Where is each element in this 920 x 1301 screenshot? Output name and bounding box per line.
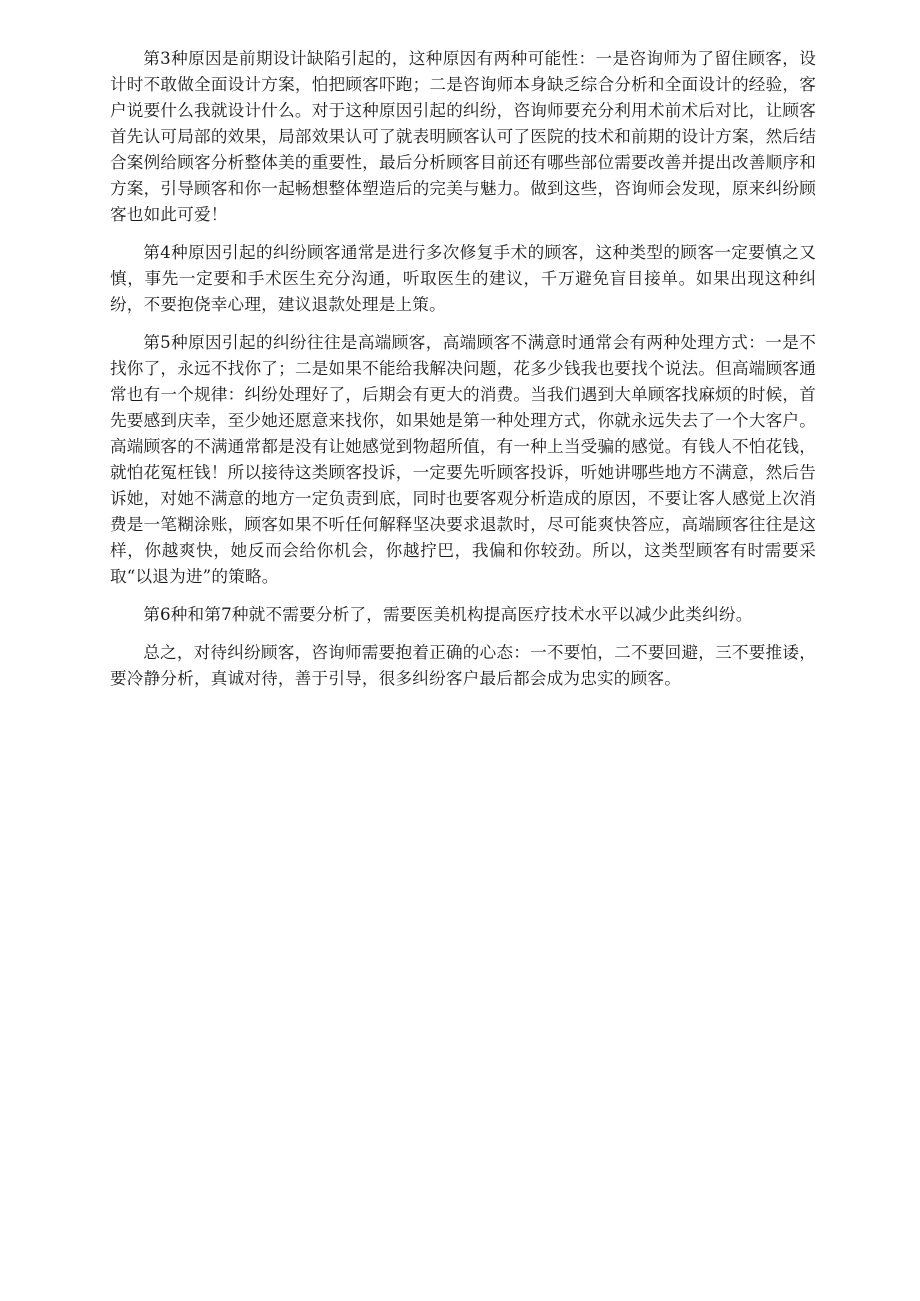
paragraph-cause-3: 第3种原因是前期设计缺陷引起的，这种原因有两种可能性：一是咨询师为了留住顾客，设计时不敢做全面设计方案，怕把顾客吓跑；二是咨询师本身缺乏综合分析和全面设计的经验，客户说要什么我就设计什么。对于这种原因引起的纠纷，咨询师要充分利用术前术后对比，让顾客首先认可局部的效果，局部效果认可了就表明顾客认可了医院的技术和前期的设计方案，然后结合案例给顾客分析整体美的重要性，最后分析顾客目前还有哪些部位需要改善并提出改善顺序和方案，引导顾客和你一起畅想整体塑造后的完美与魅力。做到这些，咨询师会发现，原来纠纷顾客也如此可爱！ — [110, 49, 816, 224]
document-page — [110, 46, 816, 704]
paragraph-summary: 总之，对待纠纷顾客，咨询师需要抱着正确的心态：一不要怕，二不要回避，三不要推诿，要冷静分析，真诚对待，善于引导，很多纠纷客户最后都会成为忠实的顾客。 — [110, 643, 816, 688]
paragraph-cause-6-7: 第6种和第7种就不需要分析了，需要医美机构提高医疗技术水平以减少此类纠纷。 — [143, 605, 753, 624]
paragraph-cause-5: 第5种原因引起的纠纷往往是高端顾客，高端顾客不满意时通常会有两种处理方式：一是不找你了，永远不找你了；二是如果不能给我解决问题，花多少钱我也要找个说法。但高端顾客通常也有一个规律：纠纷处理好了，后期会有更大的消费。当我们遇到大单顾客找麻烦的时候，首先要感到庆幸，至少她还愿意来找你，如果她是第一种处理方式，你就永远失去了一个大客户。高端顾客的不满通常都是没有让她感觉到物超所值，有一种上当受骗的感觉。有钱人不怕花钱，就怕花冤枉钱！所以接待这类顾客投诉，一定要先听顾客投诉，听她讲哪些地方不满意，然后告诉她，对她不满意的地方一定负责到底，同时也要客观分析造成的原因，不要让客人感觉上次消费是一笔糊涂账，顾客如果不听任何解释坚决要求退款时，尽可能爽快答应，高端顾客往往是这样，你越爽快，她反而会给你机会，你越拧巴，我偏和你较劲。所以，这类型顾客有时需要采取“以退为进”的策略。 — [110, 333, 816, 586]
paragraph-cause-4: 第4种原因引起的纠纷顾客通常是进行多次修复手术的顾客，这种类型的顾客一定要慎之又慎，事先一定要和手术医生充分沟通，听取医生的建议，千万避免盲目接单。如果出现这种纠纷，不要抱侥幸心理，建议退款处理是上策。 — [110, 243, 816, 314]
